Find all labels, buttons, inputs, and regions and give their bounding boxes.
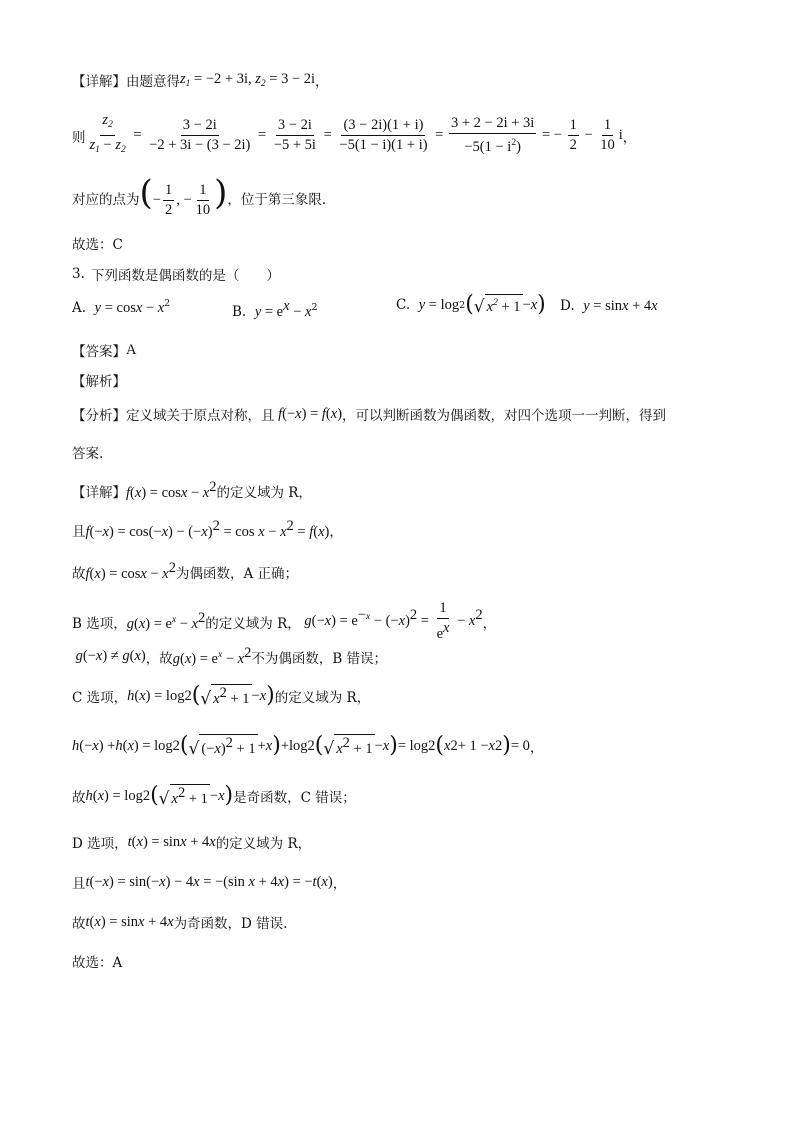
detail-tag: 【详解】 <box>72 74 126 90</box>
point-line <box>72 173 724 219</box>
option-d: D. y = sinx + 4x <box>560 298 658 314</box>
analysis-tag-line <box>72 370 724 390</box>
question-stem: 下列函数是偶函数的是（ ） <box>90 268 280 284</box>
point-coordinates: (− $\frac{1}{2}$ , − $\frac{1}{10}$ ) <box>139 173 228 219</box>
point-prefix: 对应的点为 <box>72 191 140 208</box>
a-domain-line: 【详解】 $f(x) = \cos x - x^2$ 的定义域为 R， <box>72 479 312 501</box>
a-proof-line: 且 $f(-x) = \cos(-x) - (-x)^2 = \cos x - x^2 = f(x)$ ， <box>72 518 343 540</box>
answer-line <box>72 340 724 360</box>
question-number: 3. <box>72 266 85 282</box>
point-suffix: ，位于第三象限. <box>227 191 327 208</box>
d-domain-line: D 选项， t(x) = sinx + 4x 的定义域为 R， <box>72 833 312 852</box>
answer-value: A <box>126 341 137 358</box>
analysis-tag: 【解析】 <box>72 374 126 390</box>
question-stem-line <box>72 264 724 284</box>
c-domain-line: C 选项， h ( x ) = log 2 ( √ $x^2 + 1$ − x ) 的定义域为 R， <box>72 683 371 709</box>
option-a: A. $y = \cos x - x^2$ <box>72 298 171 316</box>
answer-tag: 【答案】 <box>72 344 126 360</box>
d-proof-line: 且 t(−x) = sin(−x) − 4x = −(sin x + 4x) = −t(x) ， <box>72 873 347 892</box>
fenxi-line-2: 答案. <box>72 446 104 462</box>
c-conclude-line: 故 h ( x ) = log 2 ( √ $x^2 + 1$ − x ) 是奇函数，C 错误； <box>72 783 356 809</box>
fenxi-tag: 【分析】 <box>72 408 126 424</box>
final-choice: 故选：A <box>72 955 123 971</box>
b-domain-line: B 选项， $g(x) = e^x - x^2$ 的定义域为 R， $g(-x) = e^{-x} - (-x)^2$ = $\frac{1}{e^x}$ − $x^2$ ， <box>72 600 497 642</box>
c-proof-line: h (− x ) + h ( x ) = log 2 ( √ $(-x)^2 + 1$ + x ) +log 2 ( √ $x^2 + 1$ − x ) = log 2 ( x 2 + 1 − x 2 ) = 0 ， <box>72 733 544 759</box>
z-definitions: $z_1 = -2 + 3i$, $z_2 = 3 - 2i$ <box>180 71 316 89</box>
a-conclude-line: 故 $f(x) = \cos x - x^2$ 为偶函数，A 正确； <box>72 560 299 582</box>
intro-text: 由题意得 <box>126 74 180 90</box>
fenxi-line: 【分析】 定义域关于原点对称，且 f(−x) = f(x) ，可以判断函数为偶函数，对四个选项一一判断，得到 <box>72 405 667 424</box>
even-condition: f(−x) = f(x) <box>274 405 343 422</box>
prev-detail-line: 【详解】 由题意得 $z_1 = -2 + 3i$, $z_2 = 3 - 2i$ ， <box>72 71 329 90</box>
fraction-chain-line: 则 $\frac{z_2}{z_1 - z_2}$ = $\frac{3 - 2i}{-2 + 3i - (3 - 2i)}$ = $\frac{3 - 2i}{-5 + 5i}$ = $\frac{(3 - 2i)(1 + i)}{-5(1 - i)(1 + i)}$ = $\frac{3 + 2 - 2i + 3i}{-5(1 - i^2)}$ = − $\frac{1}{2}$ − $\frac{1}{10}$ i ， <box>72 112 724 159</box>
option-c: C. y = log 2 ( √ $x^2 + 1$ − x ) <box>396 292 546 317</box>
ze-prefix: 则 <box>72 129 86 146</box>
final-choice-line <box>72 951 724 971</box>
option-b: B. $y = e^x - x^2$ <box>232 298 318 320</box>
d-conclude-line: 故 t(x) = sinx + 4x 为奇函数，D 错误. <box>72 913 288 932</box>
prev-choice-line <box>72 233 724 253</box>
b-conclude-line: g(−x) ≠ g(x) ，故 $g(x) = e^x - x^2$ 不为偶函数，B 错误； <box>72 645 388 667</box>
fraction-chain: $\frac{z_2}{z_1 - z_2}$ = $\frac{3 - 2i}{-2 + 3i - (3 - 2i)}$ = $\frac{3 - 2i}{-5 + 5i}$ = $\frac{(3 - 2i)(1 + i)}{-5(1 - i)(1 + i)}$ = $\frac{3 + 2 - 2i + 3i}{-5(1 - i^2)}$ = − $\frac{1}{2}$ − $\frac{1}{10}$ i <box>89 112 623 155</box>
prev-choice: 故选：C <box>72 237 123 253</box>
